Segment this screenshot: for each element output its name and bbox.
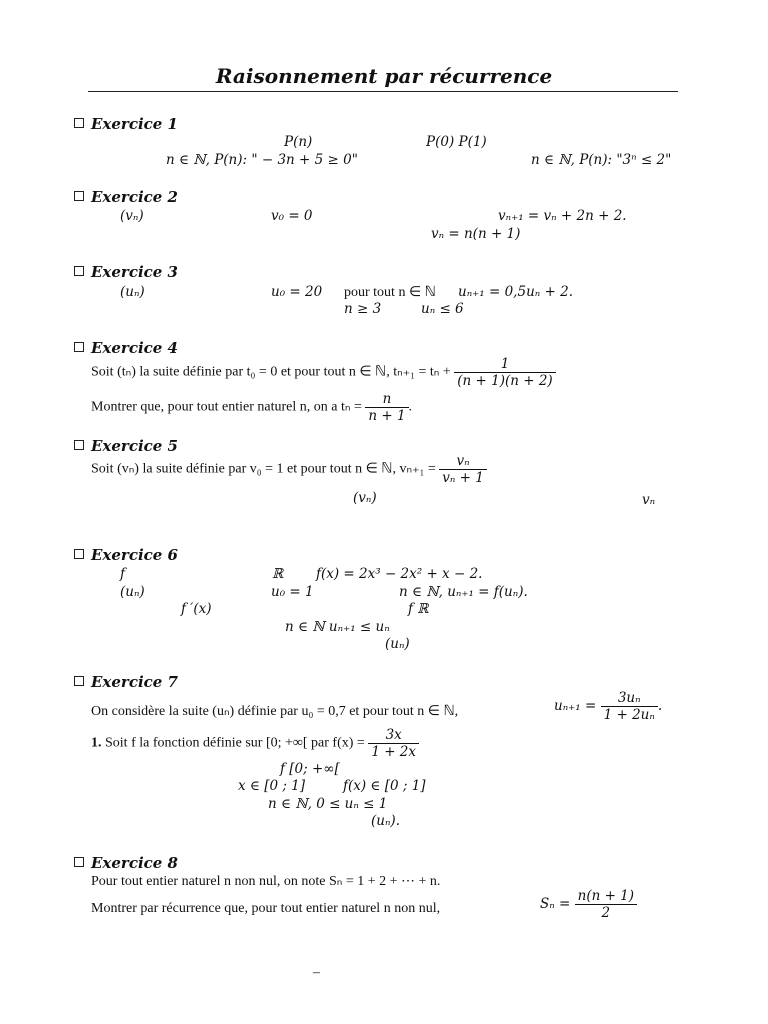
ex7-definition: On considère la suite (uₙ) définie par u₀ = 0,7 et pour tout n ∈ ℕ,: [91, 704, 459, 719]
ex2-recurrence: vₙ₊₁ = vₙ + 2n + 2.: [498, 208, 627, 224]
ex5-term: vₙ: [642, 492, 656, 508]
ex1-proposition-b: n ∈ ℕ, P(n): "3ⁿ ≤ 2": [531, 152, 672, 168]
footer-dash: –: [313, 965, 320, 980]
ex7-bound: n ∈ ℕ, 0 ≤ uₙ ≤ 1: [268, 796, 388, 812]
ex8-formula-lhs: Sₙ =: [540, 896, 571, 912]
exercise-7-heading: [74, 673, 178, 691]
ex4-definition-text: Soit (tₙ) la suite définie par t₀ = 0 et pour tout n ∈ ℕ, tₙ₊₁ = tₙ +: [91, 364, 451, 380]
ex6-function: f: [120, 566, 125, 582]
exercise-8-title: Exercice 8: [91, 854, 178, 872]
ex8-fraction-denominator: 2: [575, 904, 637, 921]
ex8-fraction: [575, 888, 637, 921]
ex4-period: .: [408, 399, 413, 415]
ex1-initial-cases: P(0) P(1): [426, 134, 487, 150]
exercise-2-heading: [74, 188, 178, 206]
ex7-fraction-numerator: 3uₙ: [617, 690, 641, 706]
ex5-fraction: [439, 453, 487, 486]
checkbox-square-icon: [74, 440, 84, 450]
ex3-recurrence: uₙ₊₁ = 0,5uₙ + 2.: [458, 284, 574, 300]
exercise-5-title: Exercice 5: [91, 437, 178, 455]
exercise-2-title: Exercice 2: [91, 188, 178, 206]
ex4-question-text: Montrer que, pour tout entier naturel n, on a tₙ =: [91, 399, 362, 415]
ex3-condition: n ≥ 3: [344, 301, 382, 317]
ex4-result-numerator: n: [382, 391, 392, 407]
exercise-3-heading: [74, 263, 178, 281]
ex6-sequence-end: (uₙ): [385, 636, 410, 652]
ex7-recurrence: [554, 690, 662, 723]
ex4-question: [91, 391, 412, 424]
ex4-fraction-denominator: (n + 1)(n + 2): [454, 372, 555, 389]
ex7-sequence-end: (uₙ).: [371, 813, 400, 829]
ex3-initial: u₀ = 20: [271, 284, 323, 300]
ex6-function-on-r: f ℝ: [408, 601, 429, 617]
ex4-result-fraction: [365, 391, 408, 424]
exercise-6-heading: [74, 546, 178, 564]
exercise-1-title: Exercice 1: [91, 115, 178, 133]
ex6-derivative: f ′(x): [181, 601, 212, 617]
ex3-sequence: (uₙ): [120, 284, 145, 300]
page-title: Raisonnement par récurrence: [215, 64, 553, 88]
ex8-formula: [540, 888, 637, 921]
ex4-fraction-numerator: 1: [500, 356, 510, 372]
ex7-period: .: [657, 698, 663, 714]
exercise-4-title: Exercice 4: [91, 339, 178, 357]
ex6-expression: f(x) = 2x³ − 2x² + x − 2.: [316, 566, 483, 582]
checkbox-square-icon: [74, 857, 84, 867]
exercise-7-title: Exercice 7: [91, 673, 178, 691]
ex8-fraction-numerator: n(n + 1): [577, 888, 635, 904]
ex6-recurrence: n ∈ ℕ, uₙ₊₁ = f(uₙ).: [399, 584, 528, 600]
ex7-recurrence-lhs: uₙ₊₁ =: [554, 698, 597, 714]
ex7-function-denominator: 1 + 2x: [368, 743, 419, 760]
ex7-x-interval: x ∈ [0 ; 1]: [238, 778, 306, 794]
exercise-4-heading: [74, 339, 178, 357]
checkbox-square-icon: [74, 266, 84, 276]
ex8-question: Montrer par récurrence que, pour tout entier naturel n non nul,: [91, 901, 441, 916]
ex7-function-fraction: [368, 727, 419, 760]
ex7-function-numerator: 3x: [385, 727, 402, 743]
exercise-3-title: Exercice 3: [91, 263, 178, 281]
ex5-fraction-denominator: vₙ + 1: [439, 469, 487, 486]
ex3-bound: uₙ ≤ 6: [421, 301, 464, 317]
ex6-sequence: (uₙ): [120, 584, 145, 600]
ex7-function-interval: f [0; +∞[: [280, 761, 340, 777]
ex4-result-denominator: n + 1: [365, 407, 408, 424]
ex1-proposition: P(n): [284, 134, 313, 150]
checkbox-square-icon: [74, 342, 84, 352]
exercise-1-heading: [74, 115, 178, 133]
ex7-item-number: 1.: [91, 735, 102, 751]
checkbox-square-icon: [74, 549, 84, 559]
exercise-8-heading: [74, 854, 178, 872]
ex2-sequence: (vₙ): [120, 208, 144, 224]
exercise-6-title: Exercice 6: [91, 546, 178, 564]
ex4-fraction: [454, 356, 555, 389]
ex6-domain: ℝ: [272, 566, 284, 582]
ex4-definition: [91, 356, 556, 389]
checkbox-square-icon: [74, 191, 84, 201]
ex5-fraction-numerator: vₙ: [456, 453, 470, 469]
ex2-formula: vₙ = n(n + 1): [431, 226, 521, 242]
ex1-proposition-a: n ∈ ℕ, P(n): " − 3n + 5 ≥ 0": [166, 152, 358, 168]
ex2-initial: v₀ = 0: [271, 208, 313, 224]
ex6-initial: u₀ = 1: [271, 584, 314, 600]
ex7-item-text: Soit f la fonction définie sur [0; +∞[ par f(x) =: [105, 735, 365, 751]
ex5-definition: [91, 453, 487, 486]
title-underline: [88, 91, 678, 92]
checkbox-square-icon: [74, 118, 84, 128]
ex8-definition: Pour tout entier naturel n non nul, on note Sₙ = 1 + 2 + ⋯ + n.: [91, 874, 441, 889]
checkbox-square-icon: [74, 676, 84, 686]
ex7-fx-interval: f(x) ∈ [0 ; 1]: [343, 778, 426, 794]
ex7-fraction: [601, 690, 658, 723]
ex5-sequence: (vₙ): [353, 490, 377, 506]
ex6-decreasing: n ∈ ℕ uₙ₊₁ ≤ uₙ: [285, 619, 390, 635]
ex7-item-1: [91, 727, 419, 760]
ex5-definition-text: Soit (vₙ) la suite définie par v₀ = 1 et pour tout n ∈ ℕ, vₙ₊₁ =: [91, 461, 436, 477]
ex3-for-all: pour tout n ∈ ℕ: [344, 285, 436, 300]
ex7-fraction-denominator: 1 + 2uₙ: [601, 706, 658, 723]
